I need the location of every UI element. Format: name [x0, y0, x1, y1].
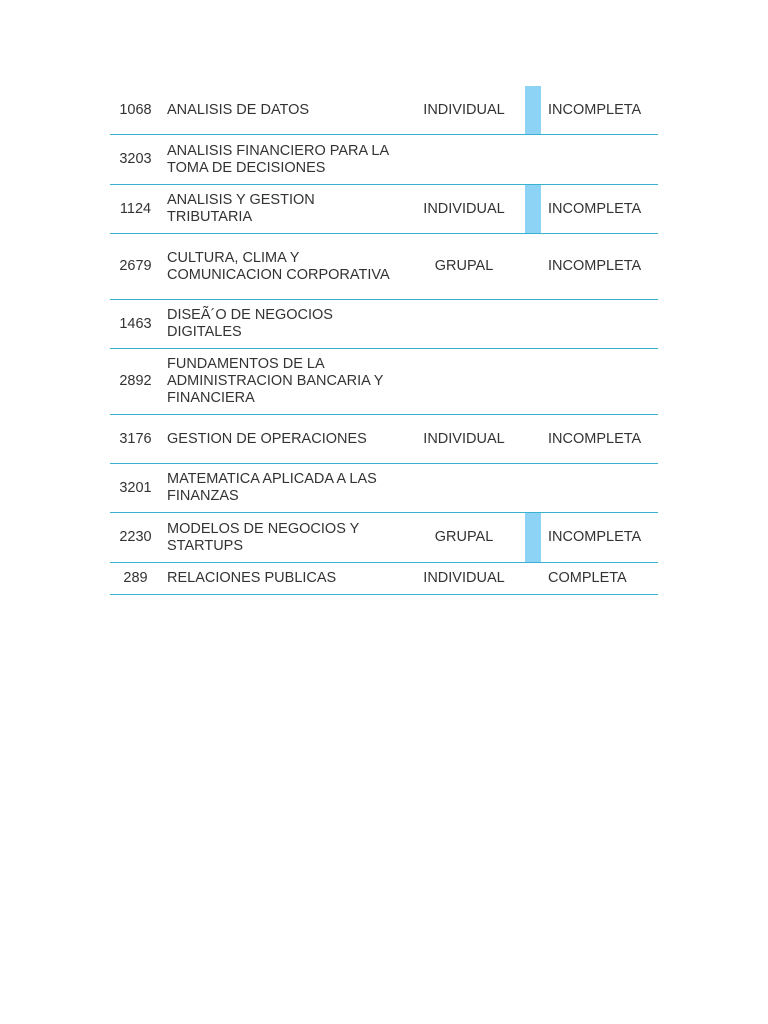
course-status: INCOMPLETA — [541, 513, 658, 563]
course-status: INCOMPLETA — [541, 86, 658, 135]
table-row — [110, 300, 658, 349]
course-status — [541, 135, 658, 185]
course-type: INDIVIDUAL — [403, 415, 525, 464]
course-type — [403, 300, 525, 349]
course-name: ANALISIS DE DATOS — [161, 86, 403, 135]
course-code: 1463 — [110, 300, 161, 349]
course-code: 2230 — [110, 513, 161, 563]
course-name: MODELOS DE NEGOCIOS Y STARTUPS — [161, 513, 403, 563]
course-code: 1124 — [110, 185, 161, 234]
flag-cell — [525, 513, 541, 563]
table-row — [110, 349, 658, 415]
course-status: INCOMPLETA — [541, 415, 658, 464]
table-row — [110, 234, 658, 300]
course-code: 3176 — [110, 415, 161, 464]
course-status: INCOMPLETA — [541, 185, 658, 234]
course-code: 289 — [110, 563, 161, 595]
course-status — [541, 349, 658, 415]
course-name: ANALISIS FINANCIERO PARA LA TOMA DE DECISIONES — [161, 135, 403, 185]
course-name: ANALISIS Y GESTION TRIBUTARIA — [161, 185, 403, 234]
course-name: FUNDAMENTOS DE LA ADMINISTRACION BANCARIA Y FINANCIERA — [161, 349, 403, 415]
course-type — [403, 135, 525, 185]
course-type: GRUPAL — [403, 513, 525, 563]
course-name: GESTION DE OPERACIONES — [161, 415, 403, 464]
course-type — [403, 464, 525, 513]
flag-cell — [525, 563, 541, 595]
flag-cell — [525, 415, 541, 464]
courses-table — [110, 86, 658, 595]
table-row — [110, 185, 658, 234]
course-name: RELACIONES PUBLICAS — [161, 563, 403, 595]
course-status — [541, 464, 658, 513]
table-row — [110, 464, 658, 513]
table-row — [110, 415, 658, 464]
course-type: INDIVIDUAL — [403, 86, 525, 135]
flag-cell — [525, 86, 541, 135]
course-status: COMPLETA — [541, 563, 658, 595]
flag-cell — [525, 464, 541, 513]
flag-cell — [525, 349, 541, 415]
course-status: INCOMPLETA — [541, 234, 658, 300]
course-type — [403, 349, 525, 415]
course-name: DISEÃ´O DE NEGOCIOS DIGITALES — [161, 300, 403, 349]
course-type: INDIVIDUAL — [403, 563, 525, 595]
table-row — [110, 563, 658, 595]
table-row — [110, 513, 658, 563]
flag-cell — [525, 135, 541, 185]
course-code: 2892 — [110, 349, 161, 415]
course-code: 3203 — [110, 135, 161, 185]
course-code: 3201 — [110, 464, 161, 513]
course-type: GRUPAL — [403, 234, 525, 300]
flag-cell — [525, 185, 541, 234]
table-row — [110, 86, 658, 135]
course-code: 1068 — [110, 86, 161, 135]
course-type: INDIVIDUAL — [403, 185, 525, 234]
course-name: MATEMATICA APLICADA A LAS FINANZAS — [161, 464, 403, 513]
flag-cell — [525, 234, 541, 300]
course-status — [541, 300, 658, 349]
table-row — [110, 135, 658, 185]
flag-cell — [525, 300, 541, 349]
course-name: CULTURA, CLIMA Y COMUNICACION CORPORATIVA — [161, 234, 403, 300]
course-code: 2679 — [110, 234, 161, 300]
